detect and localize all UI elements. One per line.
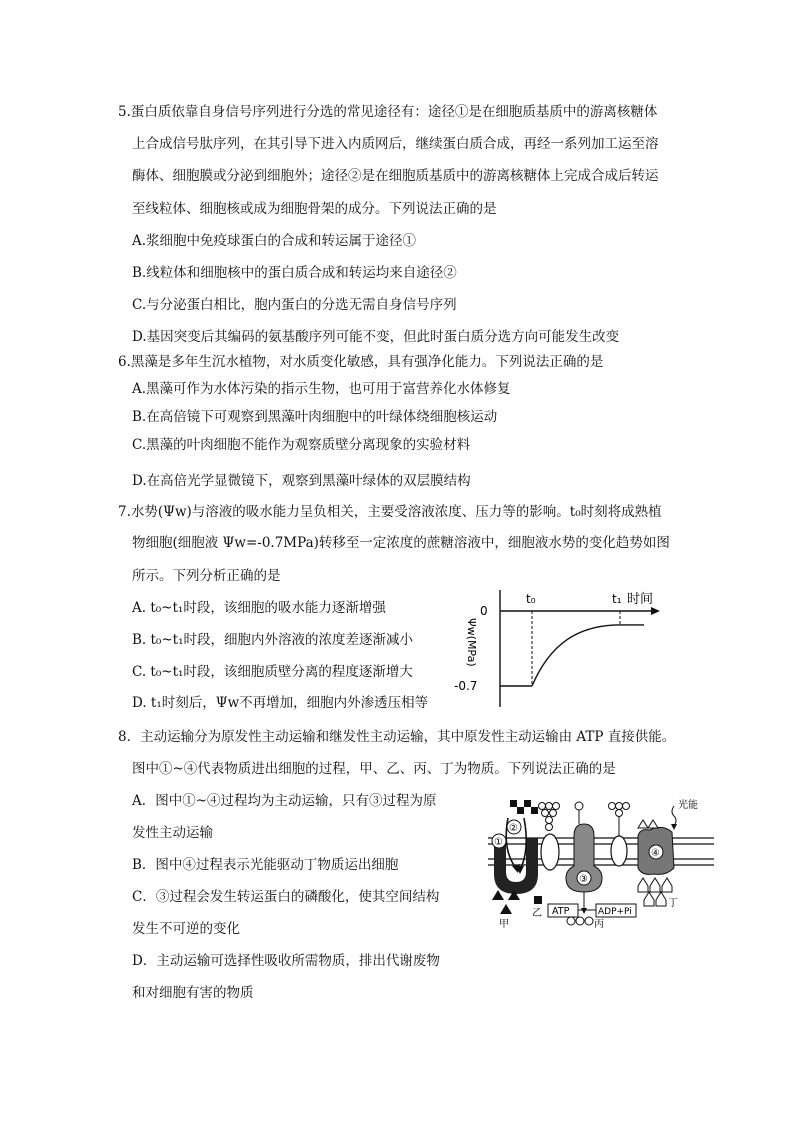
substance-bing-outside — [575, 802, 583, 810]
light-energy-label: 光能 — [678, 800, 698, 811]
q7-option-b: B. t₀~t₁时段，细胞内外溶液的浓度差逐渐减小 — [132, 632, 413, 648]
y-tick-0: 0 — [480, 604, 488, 618]
q6-option-c: C.黑藻的叶肉细胞不能作为观察质壁分离现象的实验材料 — [132, 437, 471, 453]
q8-option-a-line-2: 发性主动运输 — [132, 825, 213, 841]
q5-option-d: D.基因突变后其编码的氨基酸序列可能不变，但此时蛋白质分选方向可能发生改变 — [132, 329, 620, 345]
substance-ding-label: 丁 — [668, 898, 678, 909]
graph-x-arrow — [651, 607, 660, 615]
light-wave-arrow — [671, 824, 677, 830]
t1-label: t₁ — [612, 592, 622, 606]
q7-option-d: D. t₁时刻后，Ψw不再增加，细胞内外渗透压相等 — [132, 695, 429, 711]
q5-stem-line-4: 至线粒体、细胞核或成为细胞骨架的成分。下列说法正确的是 — [132, 201, 497, 217]
q8-stem-line-2: 图中①~④代表物质进出细胞的过程，甲、乙、丙、丁为物质。下列说法正确的是 — [132, 761, 616, 777]
q8-option-d-line-2: 和对细胞有害的物质 — [132, 985, 254, 1001]
membrane-transport-diagram — [478, 796, 714, 928]
q8-option-c-line-1: C．③过程会发生转运蛋白的磷酸化，使其空间结构 — [132, 889, 440, 905]
q6-stem-line-1: 6.黑藻是多年生沉水植物，对水质变化敏感，具有强净化能力。下列说法正确的是 — [118, 354, 604, 370]
x-axis-label: 时间 — [627, 592, 654, 607]
light-wave — [672, 806, 676, 826]
q7-stem-line-3: 所示。下列分析正确的是 — [132, 568, 281, 584]
cell-membrane — [488, 838, 714, 865]
q6-option-a: A.黑藻可作为水体污染的指示生物，也可用于富营养化水体修复 — [132, 381, 511, 397]
q8-option-d-line-1: D．主动运输可选择性吸收所需物质，排出代谢废物 — [132, 953, 440, 969]
y-axis-label: Ψw(MPa) — [465, 618, 478, 667]
process-2-label: ② — [509, 823, 518, 834]
q8-option-a-line-1: A．图中①~④过程均为主动运输，只有③过程为原 — [132, 793, 437, 809]
q5-option-c: C.与分泌蛋白相比，胞内蛋白的分选无需自身信号序列 — [132, 297, 457, 313]
q5-stem-line-1: 5.蛋白质依靠自身信号序列进行分选的常见途径有：途径①是在细胞质基质中的游离核糖体 — [118, 104, 658, 120]
q8-stem-line-1: 8．主动运输分为原发性主动运输和继发性主动运输，其中原发性主动运输由 ATP 直接供能。 — [118, 729, 676, 745]
t0-label: t₀ — [526, 592, 536, 606]
substance-bing-label: 丙 — [594, 919, 604, 928]
q8-option-c-line-2: 发生不可逆的变化 — [132, 921, 240, 937]
atp-label: ATP — [552, 906, 570, 917]
substance-yi-squares-outside — [510, 800, 538, 814]
q6-option-b: B.在高倍镜下可观察到黑藻叶肉细胞中的叶绿体绕细胞核运动 — [132, 409, 498, 425]
channel-protein-oval-2 — [611, 836, 627, 866]
water-potential-curve — [532, 625, 620, 686]
process-3-label: ③ — [579, 874, 588, 885]
substance-jia-label: 甲 — [499, 919, 509, 928]
adp-label: ADP+Pi — [598, 907, 632, 917]
process-4-label: ④ — [651, 848, 660, 859]
q6-option-d: D.在高倍光学显微镜下，观察到黑藻叶绿体的双层膜结构 — [132, 473, 471, 489]
circle-cluster-oval — [539, 803, 560, 831]
circle-cluster-right — [609, 803, 630, 817]
channel-protein-oval — [541, 834, 559, 870]
q7-option-a: A. t₀~t₁时段，该细胞的吸水能力逐渐增强 — [132, 600, 386, 616]
water-potential-graph — [446, 582, 668, 707]
pump-down-arrow-head — [581, 908, 587, 914]
q7-stem-line-1: 7.水势(Ψw)与溶液的吸水能力呈负相关，主要受溶液浓度、压力等的影响。t₀时刻将成熟植 — [118, 504, 662, 520]
q8-option-b: B．图中④过程表示光能驱动丁物质运出细胞 — [132, 857, 399, 873]
q5-option-a: A.浆细胞中免疫球蛋白的合成和转运属于途径① — [132, 233, 417, 249]
q5-stem-line-2: 上合成信号肽序列，在其引导下进入内质网后，继续蛋白质合成，再经一系列加工运至溶 — [132, 136, 659, 152]
process-1-label: ① — [494, 837, 503, 848]
substance-bing-circles — [567, 917, 593, 925]
q7-stem-line-2: 物细胞(细胞液 Ψw=-0.7MPa)转移至一定浓度的蔗糖溶液中，细胞液水势的变化趋势如图 — [132, 535, 670, 551]
q5-option-b: B.线粒体和细胞核中的蛋白质合成和转运均来自途径② — [132, 265, 457, 281]
substance-jia-triangles — [492, 890, 520, 914]
q7-option-c: C. t₀~t₁时段，该细胞质壁分离的程度逐渐增大 — [132, 664, 413, 680]
substance-yi-square-inside — [534, 896, 542, 904]
q5-stem-line-3: 酶体、细胞膜或分泌到细胞外；途径②是在细胞质基质中的游离核糖体上完成合成后转运 — [132, 168, 659, 184]
y-tick-neg07: -0.7 — [454, 679, 478, 693]
substance-yi-label: 乙 — [532, 908, 542, 919]
